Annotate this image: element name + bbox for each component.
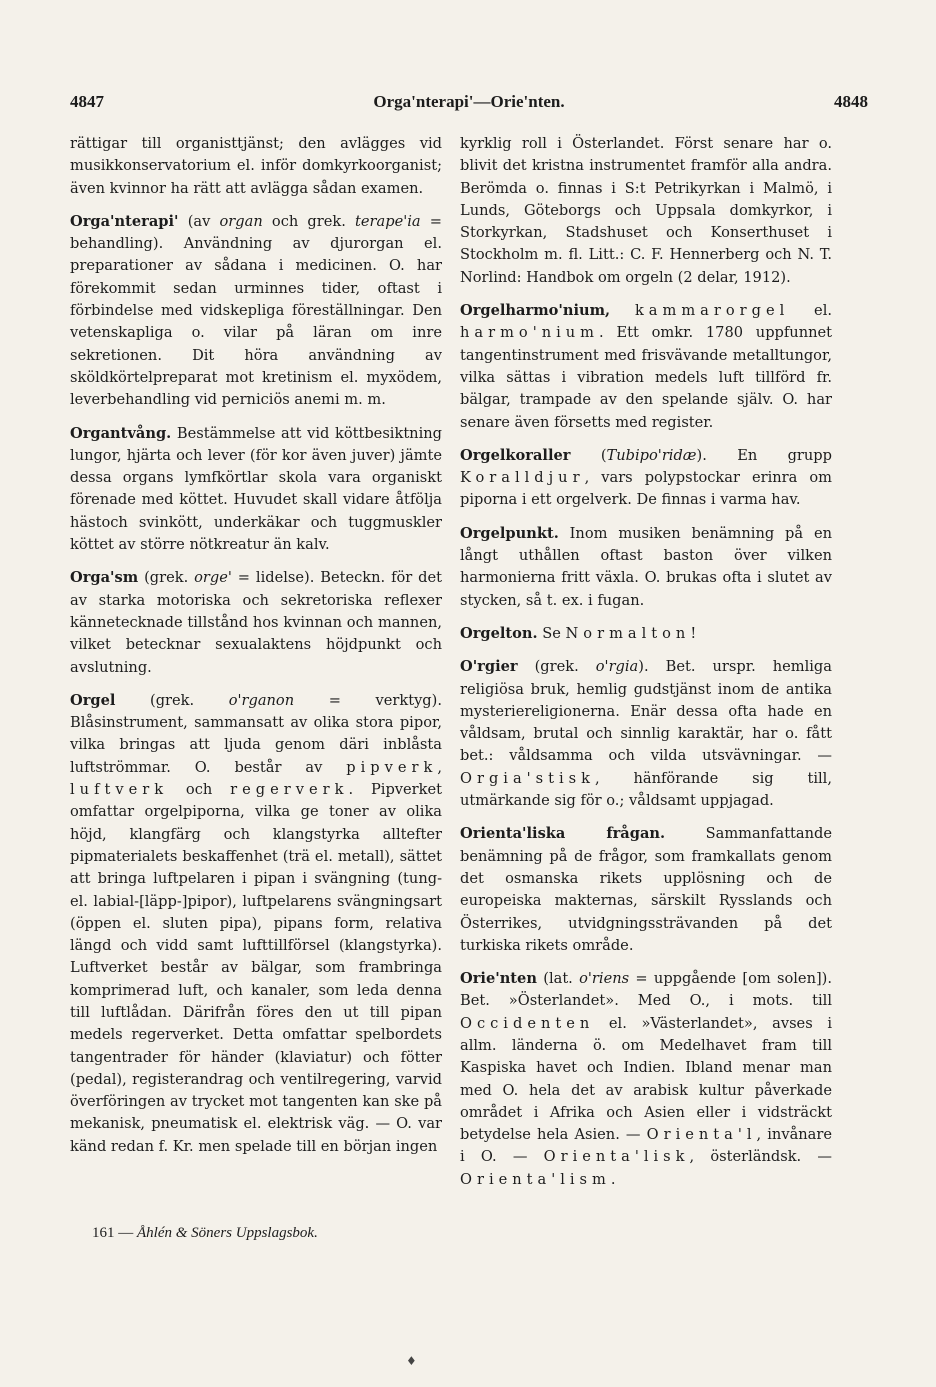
entry-continuation: kyrklig roll i Österlandet. Först senare har o. blivit det kristna instrumentet framför alla andra. Berömda o. finnas i S:t Petrikyrkan i Malmö, i Lunds, Göteborgs och Uppsala domkyrkor, i Storkyrkan, Stadshuset och Konserthuset i Stockholm m. fl. Litt.: C. F. Hennerberg och N. T. Norlind: Handbok om orgeln (2 delar, 1912).	[460, 135, 832, 286]
running-header	[70, 92, 868, 116]
printer-mark-icon: ♦	[406, 1354, 417, 1368]
entry-orientaliska-fragan: Orienta'liska frågan. Sammanfattande benämning på de frågor, som framkallats genom det osmanska rikets upplösning och de europeiska makternas, särskilt Rysslands och Österrikes, utvidgningssträvanden på det turkiska rikets område.	[460, 825, 832, 954]
entry-headword: Orgelton.	[460, 624, 538, 642]
page-number-left: 4847	[70, 92, 104, 111]
signature-number: 161	[92, 1225, 115, 1241]
page-footer: 161 — Åhlén & Söners Uppslagsbok.	[92, 1225, 318, 1241]
right-column	[460, 133, 832, 1202]
left-column	[70, 133, 442, 1169]
entry-orgelkoraller: Orgelkoraller (Tubipo'ridæ). En grupp Koralldjur, vars polypstockar erinra om piporna i ett orgelverk. De finnas i varma hav.	[460, 446, 832, 509]
entry-orgasm: Orga'sm (grek. orge' = lidelse). Beteckn. för det av starka motoriska och sekretoriska reflexer kännetecknade tillstånd hos kvinnan och mannen, vilket betecknar sexualaktens höjdpunkt och avslutning.	[70, 569, 442, 676]
header-title: Orga'nterapi'—Orie'nten.	[373, 92, 565, 111]
entry-organtvang: Organtvång. Bestämmelse att vid köttbesiktning lungor, hjärta och lever (för kor även juver) jämte dessa organs lymfkörtlar skola vara organiskt förenade med köttet. Huvudet skall vidare åtfölja hästoch svinkött, underkäkar och tuggmuskler köttet av större nötkreatur än kalv.	[70, 424, 442, 554]
entry-headword: Orgelpunkt.	[460, 524, 559, 542]
entry-organterapi: Orga'nterapi' (av organ och grek. terape'ia = behandling). Användning av djurorgan el. preparationer av sådana i medicinen. O. har förekommit sedan urminnes tider, oftast i förbindelse med vidskepliga föreställningar. Den vetenskapliga o. vilar på läran om inre sekretionen. Dit höra användning av sköldkörtelpreparat mot kretinism el. myxödem, leverbehandling vid perniciös anemi m. m.	[70, 212, 442, 409]
entry-orgelton: Orgelton. Se Normalton!	[460, 624, 697, 642]
entry-headword: Orgelkoraller	[460, 446, 571, 464]
entry-headword: Orga'sm	[70, 569, 139, 587]
entry-orgier: O'rgier (grek. o'rgia). Bet. urspr. hemliga religiösa bruk, hemlig gudstjänst inom de antika mysteriereligionerna. Enär dessa ofta hade en våldsam, brutal och sinnlig karaktär, har o. fått bet.: våldsamma och vilda utsvävningar. — Orgia'stisk, hänförande sig till, utmärkande sig för o.; våldsamt uppjagad.	[460, 658, 832, 810]
entry-headword: Orgel	[70, 691, 116, 709]
entry-headword: O'rgier	[460, 658, 518, 676]
entry-headword: Organtvång.	[70, 424, 172, 442]
entry-headword: Orga'nterapi'	[70, 212, 179, 230]
entry-orgel: Orgel (grek. o'rganon = verktyg). Blåsinstrument, sammansatt av olika stora pipor, vilka bringas att ljuda genom däri inblåsta luftströmmar. O. består av pipverk, luftverk och regerverk. Pipverket omfattar orgelpiporna, vilka ge toner av olika höjd, klangfärg och klangstyrka alltefter pipmaterialets beskaffenhet (trä el. metall), sättet att bringa luftpelaren i pipan i svängning (tung- el. labial-[läpp-]pipor), luftpelarens svängningsart (öppen el. sluten pipa), pipans form, relativa längd och vidd samt lufttillförsel (klangstyrka). Luftverket består av bälgar, som frambringa komprimerad luft, och kanaler, som leda denna till luftlådan. Därifrån föres den ut till pipan medels regerverket. Detta omfattar spelbordets tangentrader för händer (klaviatur) och fötter (pedal), registerandrag och ventilregering, varvid överföringen av trycket mot tangenten kan ske på mekanisk, pneumatisk el. elektrisk väg. — O. var känd redan f. Kr. men spelade till en början ingen	[70, 691, 443, 1155]
entry-headword: Orgelharmo'nium,	[460, 302, 611, 320]
entry-headword: Orienta'liska frågan.	[460, 825, 666, 843]
entry-continuation: rättigar till organisttjänst; den avlägges vid musikkonservatorium el. inför domkyrkoorganist; även kvinnor ha rätt att avlägga sådan examen.	[70, 135, 442, 197]
page-number-right: 4848	[834, 92, 868, 111]
entry-orgelpunkt: Orgelpunkt. Inom musiken benämning på en långt uthållen oftast baston över vilken harmonierna fritt växla. O. brukas ofta i slutet av stycken, så t. ex. i fugan.	[460, 524, 832, 609]
publication-name: Åhlén & Söners Uppslagsbok.	[137, 1225, 318, 1241]
entry-orgelharmonium: Orgelharmo'nium, kammarorgel el. harmo'nium. Ett omkr. 1780 uppfunnet tangentinstrument med frisvävande metalltungor, vilka sättas i vibration medels luft tillförd fr. bälgar, trampade av den spelande själv. O. har senare även försetts med register.	[460, 302, 832, 431]
entry-headword: Orie'nten	[460, 970, 537, 988]
entry-orienten: Orie'nten (lat. o'riens = uppgående [om solen]). Bet. »Österlandet». Med O., i mots. till Occidenten el. »Västerlandet», avses i allm. länderna ö. om Medelhavet fram till Kaspiska havet och Indien. Ibland menar man med O. hela det av arabisk kultur påverkade området i Afrika och Asien eller i vidsträckt betydelse hela Asien. — Orienta'l, invånare i O. — Orienta'lisk, österländsk. — Orienta'lism.	[460, 970, 832, 1188]
